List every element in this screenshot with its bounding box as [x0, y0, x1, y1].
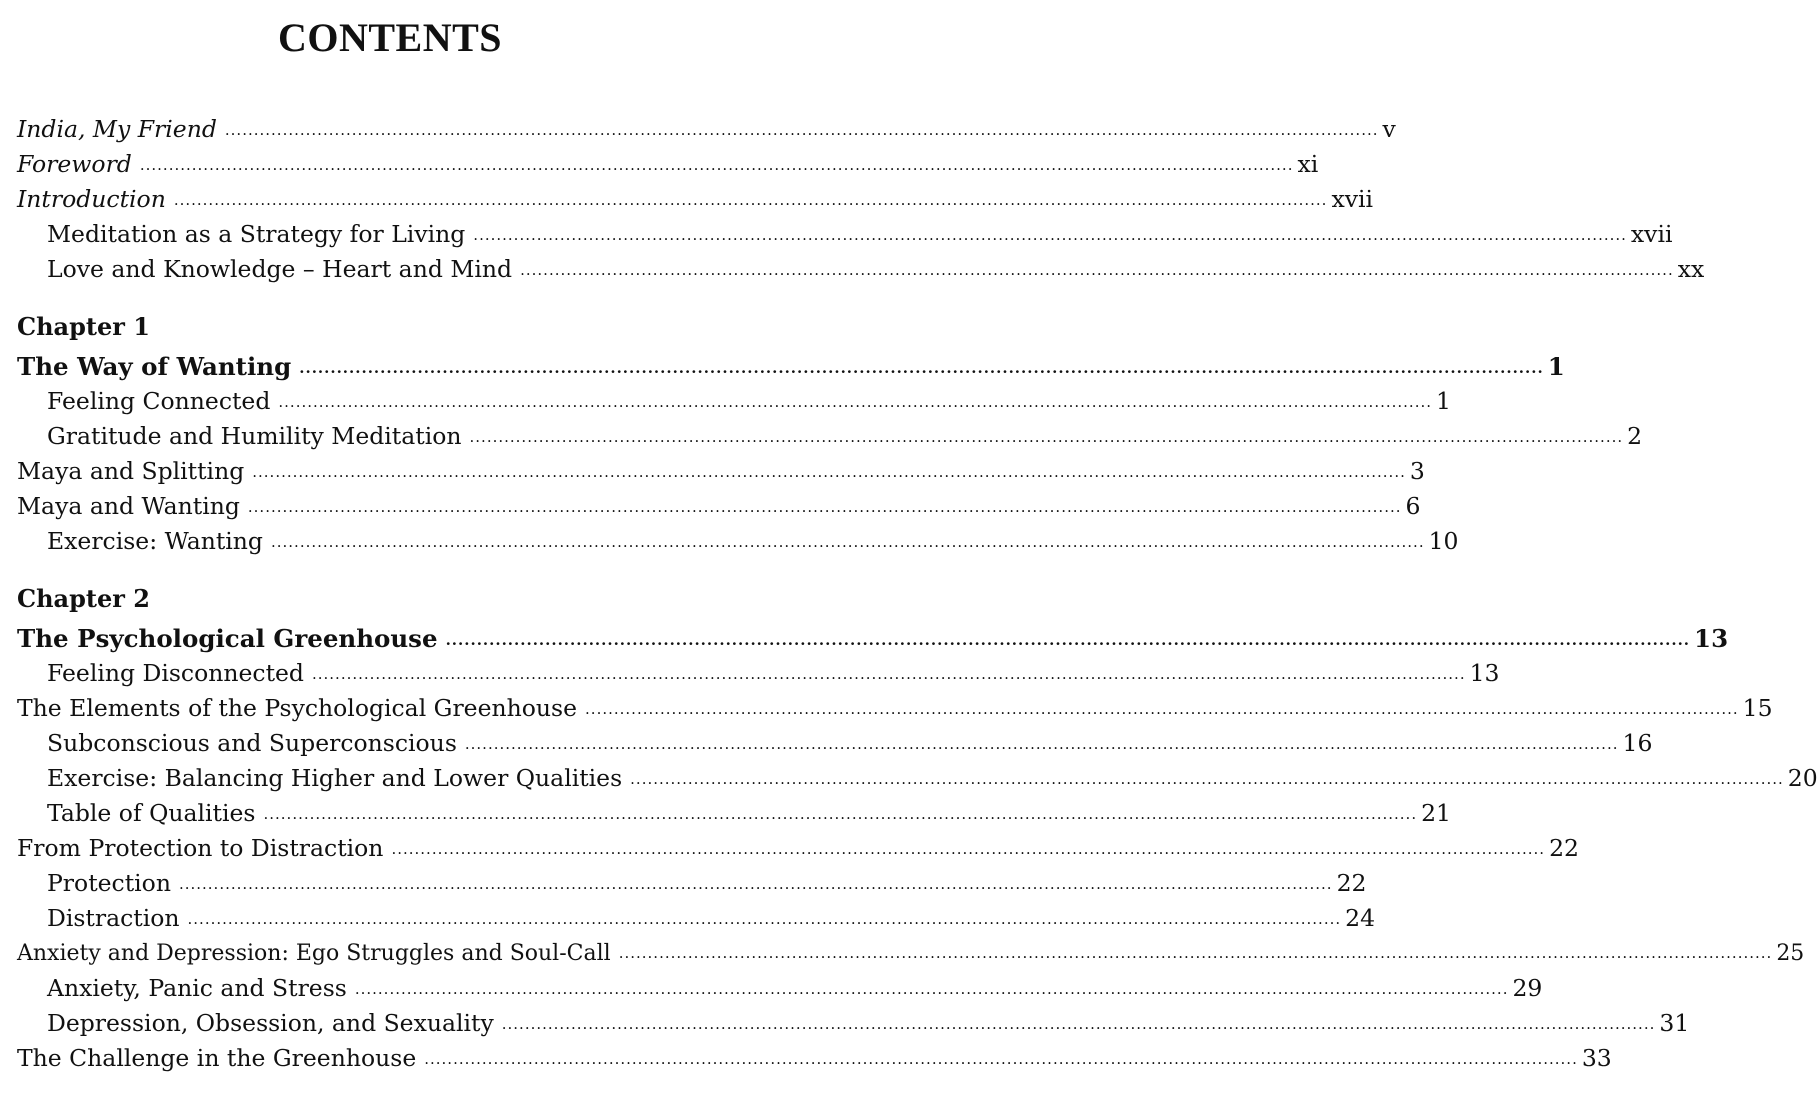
toc-entry-page: 25: [1776, 941, 1805, 966]
toc-entry[interactable]: [17, 1041, 1612, 1076]
dot-leader: ........................................................................................................................................................................................................: [252, 463, 1406, 481]
toc-entry-page: 13: [1469, 659, 1500, 687]
toc-entry-label: Maya and Splitting: [17, 457, 245, 485]
toc-entry-page: 13: [1694, 624, 1729, 653]
toc-entry-label: The Challenge in the Greenhouse: [17, 1044, 417, 1072]
table-of-contents: [17, 112, 1818, 1076]
dot-leader: ........................................................................................................................................................................................................: [630, 770, 1784, 788]
toc-entry-page: xx: [1677, 255, 1705, 283]
toc-entry[interactable]: [17, 1006, 1690, 1041]
toc-entry[interactable]: [17, 524, 1459, 559]
toc-entry[interactable]: [17, 454, 1425, 489]
toc-entry-label: Maya and Wanting: [17, 492, 240, 520]
toc-entry-page: 21: [1421, 799, 1452, 827]
toc-entry-page: 22: [1336, 869, 1367, 897]
toc-entry-page: 16: [1622, 729, 1653, 757]
toc-entry-label: From Protection to Distraction: [17, 834, 384, 862]
dot-leader: ........................................................................................................................................................................................................: [473, 226, 1627, 244]
toc-entry-page: xi: [1297, 150, 1319, 178]
toc-entry[interactable]: [17, 349, 1565, 384]
toc-entry[interactable]: [17, 866, 1367, 901]
toc-entry[interactable]: [17, 831, 1579, 866]
toc-entry-label: Anxiety and Depression: Ego Struggles and Soul-Call: [17, 941, 611, 966]
chapter-2-section: [17, 581, 1818, 1076]
toc-entry-label: Exercise: Wanting: [47, 527, 263, 555]
dot-leader: ........................................................................................................................................................................................................: [224, 121, 1379, 139]
toc-entry[interactable]: [17, 901, 1376, 936]
toc-entry-page: 15: [1742, 694, 1773, 722]
toc-entry[interactable]: [17, 489, 1421, 524]
toc-entry-label: Subconscious and Superconscious: [47, 729, 457, 757]
dot-leader: ........................................................................................................................................................................................................: [424, 1050, 1578, 1068]
toc-entry[interactable]: [17, 971, 1543, 1006]
dot-leader: ........................................................................................................................................................................................................: [464, 735, 1619, 753]
page-title: CONTENTS: [277, 15, 503, 60]
front-matter-section: [17, 112, 1705, 287]
dot-leader: ........................................................................................................................................................................................................: [187, 910, 1342, 928]
toc-entry-label: Gratitude and Humility Meditation: [47, 422, 462, 450]
dot-leader: ........................................................................................................................................................................................................: [173, 191, 1328, 209]
toc-entry-page: xvii: [1630, 220, 1673, 248]
toc-entry-page: 33: [1581, 1044, 1612, 1072]
toc-entry[interactable]: [17, 384, 1451, 419]
toc-entry-label: Feeling Disconnected: [47, 659, 304, 687]
toc-entry-page: 20: [1787, 764, 1818, 792]
toc-entry-label: Love and Knowledge – Heart and Mind: [47, 255, 513, 283]
toc-entry-page: 31: [1659, 1009, 1690, 1037]
toc-entry-page: 29: [1512, 974, 1543, 1002]
toc-entry-page: 24: [1345, 904, 1376, 932]
toc-entry-page: 1: [1436, 387, 1451, 415]
toc-entry-page: 1: [1547, 352, 1565, 381]
toc-entry-page: v: [1382, 115, 1396, 143]
toc-entry-label: Introduction: [17, 185, 166, 213]
toc-entry[interactable]: [17, 252, 1705, 287]
dot-leader: ........................................................................................................................................................................................................: [445, 631, 1691, 649]
toc-entry[interactable]: [17, 217, 1673, 252]
dot-leader: ........................................................................................................................................................................................................: [247, 498, 1402, 516]
dot-leader: ........................................................................................................................................................................................................: [263, 805, 1418, 823]
toc-entry-page: 6: [1405, 492, 1421, 520]
toc-entry[interactable]: [17, 796, 1452, 831]
dot-leader: ........................................................................................................................................................................................................: [178, 875, 1333, 893]
dot-leader: ........................................................................................................................................................................................................: [270, 533, 1425, 551]
toc-entry-page: 22: [1549, 834, 1579, 862]
toc-entry[interactable]: [17, 147, 1319, 182]
toc-entry-label: Depression, Obsession, and Sexuality: [47, 1009, 494, 1037]
dot-leader: ........................................................................................................................................................................................................: [585, 700, 1739, 718]
toc-entry-label: Foreword: [17, 150, 132, 178]
toc-entry-label: Meditation as a Strategy for Living: [47, 220, 466, 248]
dot-leader: ........................................................................................................................................................................................................: [469, 428, 1624, 446]
dot-leader: ........................................................................................................................................................................................................: [354, 980, 1509, 998]
toc-entry[interactable]: [17, 656, 1500, 691]
dot-leader: ........................................................................................................................................................................................................: [618, 944, 1773, 962]
dot-leader: ........................................................................................................................................................................................................: [391, 840, 1546, 858]
toc-entry[interactable]: [17, 726, 1653, 761]
toc-entry-page: xvii: [1331, 185, 1374, 213]
toc-entry-page: 2: [1627, 422, 1643, 450]
toc-entry-label: The Psychological Greenhouse: [17, 624, 438, 653]
chapter-heading: Chapter 2: [17, 584, 150, 613]
dot-leader: ........................................................................................................................................................................................................: [311, 665, 1466, 683]
toc-entry-label: Protection: [47, 869, 171, 897]
dot-leader: ........................................................................................................................................................................................................: [278, 393, 1433, 411]
dot-leader: ........................................................................................................................................................................................................: [520, 261, 1674, 279]
toc-entry-page: 10: [1428, 527, 1459, 555]
dot-leader: ........................................................................................................................................................................................................: [501, 1015, 1656, 1033]
toc-entry[interactable]: [17, 761, 1818, 796]
toc-entry[interactable]: [17, 691, 1773, 726]
toc-entry[interactable]: [17, 182, 1374, 217]
toc-entry-label: Distraction: [47, 904, 180, 932]
toc-entry-label: Exercise: Balancing Higher and Lower Qualities: [47, 764, 623, 792]
toc-entry-label: Anxiety, Panic and Stress: [47, 974, 347, 1002]
chapter-heading: Chapter 1: [17, 312, 150, 341]
toc-entry-label: India, My Friend: [17, 115, 217, 143]
toc-entry-label: The Elements of the Psychological Greenhouse: [17, 694, 578, 722]
toc-entry-label: Table of Qualities: [47, 799, 256, 827]
chapter-1-section: [17, 309, 1643, 559]
toc-entry-label: Feeling Connected: [47, 387, 271, 415]
toc-entry[interactable]: [17, 112, 1396, 147]
dot-leader: ........................................................................................................................................................................................................: [299, 359, 1544, 377]
toc-entry[interactable]: [17, 419, 1643, 454]
toc-entry[interactable]: [17, 621, 1729, 656]
toc-entry[interactable]: [17, 936, 1805, 971]
toc-entry-label: The Way of Wanting: [17, 352, 292, 381]
toc-entry-page: 3: [1409, 457, 1425, 485]
dot-leader: ........................................................................................................................................................................................................: [139, 156, 1294, 174]
